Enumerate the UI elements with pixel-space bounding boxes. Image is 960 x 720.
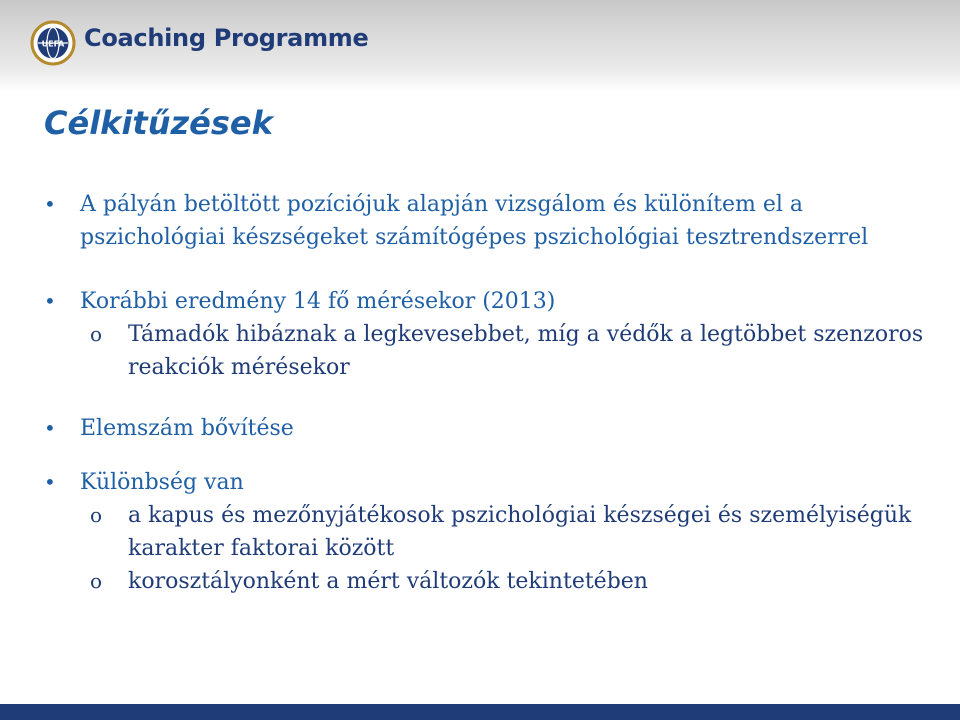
sub-bullet-text: a kapus és mezőnyjátékosok pszichológiai készségei és személyiségük karakter faktorai között bbox=[128, 503, 912, 561]
bullet-text: A pályán betöltött pozíciójuk alapján vizsgálom és különítem el a pszichológiai készségeket számítógépes pszichológiai tesztrendszerrel bbox=[80, 192, 869, 250]
sub-bullet-item bbox=[40, 565, 930, 598]
sub-bullet-circle-icon: o bbox=[90, 322, 103, 346]
sub-bullet-circle-icon: o bbox=[90, 503, 103, 527]
sub-bullet-text: Támadók hibáznak a legkevesebbet, míg a védők a legtöbbet szenzoros reakciók mérésekor bbox=[128, 322, 924, 380]
brand-name: Coaching Programme bbox=[84, 24, 369, 52]
bullet-dot-icon: • bbox=[44, 192, 56, 216]
bullet-text: Különbség van bbox=[80, 470, 244, 495]
uefa-logo-icon bbox=[30, 20, 76, 66]
bullet-dot-icon: • bbox=[44, 470, 56, 494]
slide-title: Célkitűzések bbox=[44, 104, 273, 142]
bullet-list bbox=[40, 188, 930, 598]
bullet-dot-icon: • bbox=[44, 289, 56, 313]
sub-bullet-item bbox=[40, 318, 930, 384]
bullet-dot-icon: • bbox=[44, 416, 56, 440]
bullet-item bbox=[40, 188, 930, 254]
logo-text: UEFA bbox=[41, 39, 65, 49]
bullet-item bbox=[40, 285, 930, 318]
sub-bullet-text: korosztályonként a mért változók tekintetében bbox=[128, 569, 648, 594]
sub-bullet-circle-icon: o bbox=[90, 569, 103, 593]
header-banner bbox=[0, 0, 960, 92]
bullet-text: Elemszám bővítése bbox=[80, 416, 294, 441]
bullet-text: Korábbi eredmény 14 fő mérésekor (2013) bbox=[80, 289, 556, 314]
bullet-item bbox=[40, 412, 930, 445]
sub-bullet-item bbox=[40, 499, 930, 565]
bullet-item bbox=[40, 466, 930, 499]
footer-bar bbox=[0, 704, 960, 720]
